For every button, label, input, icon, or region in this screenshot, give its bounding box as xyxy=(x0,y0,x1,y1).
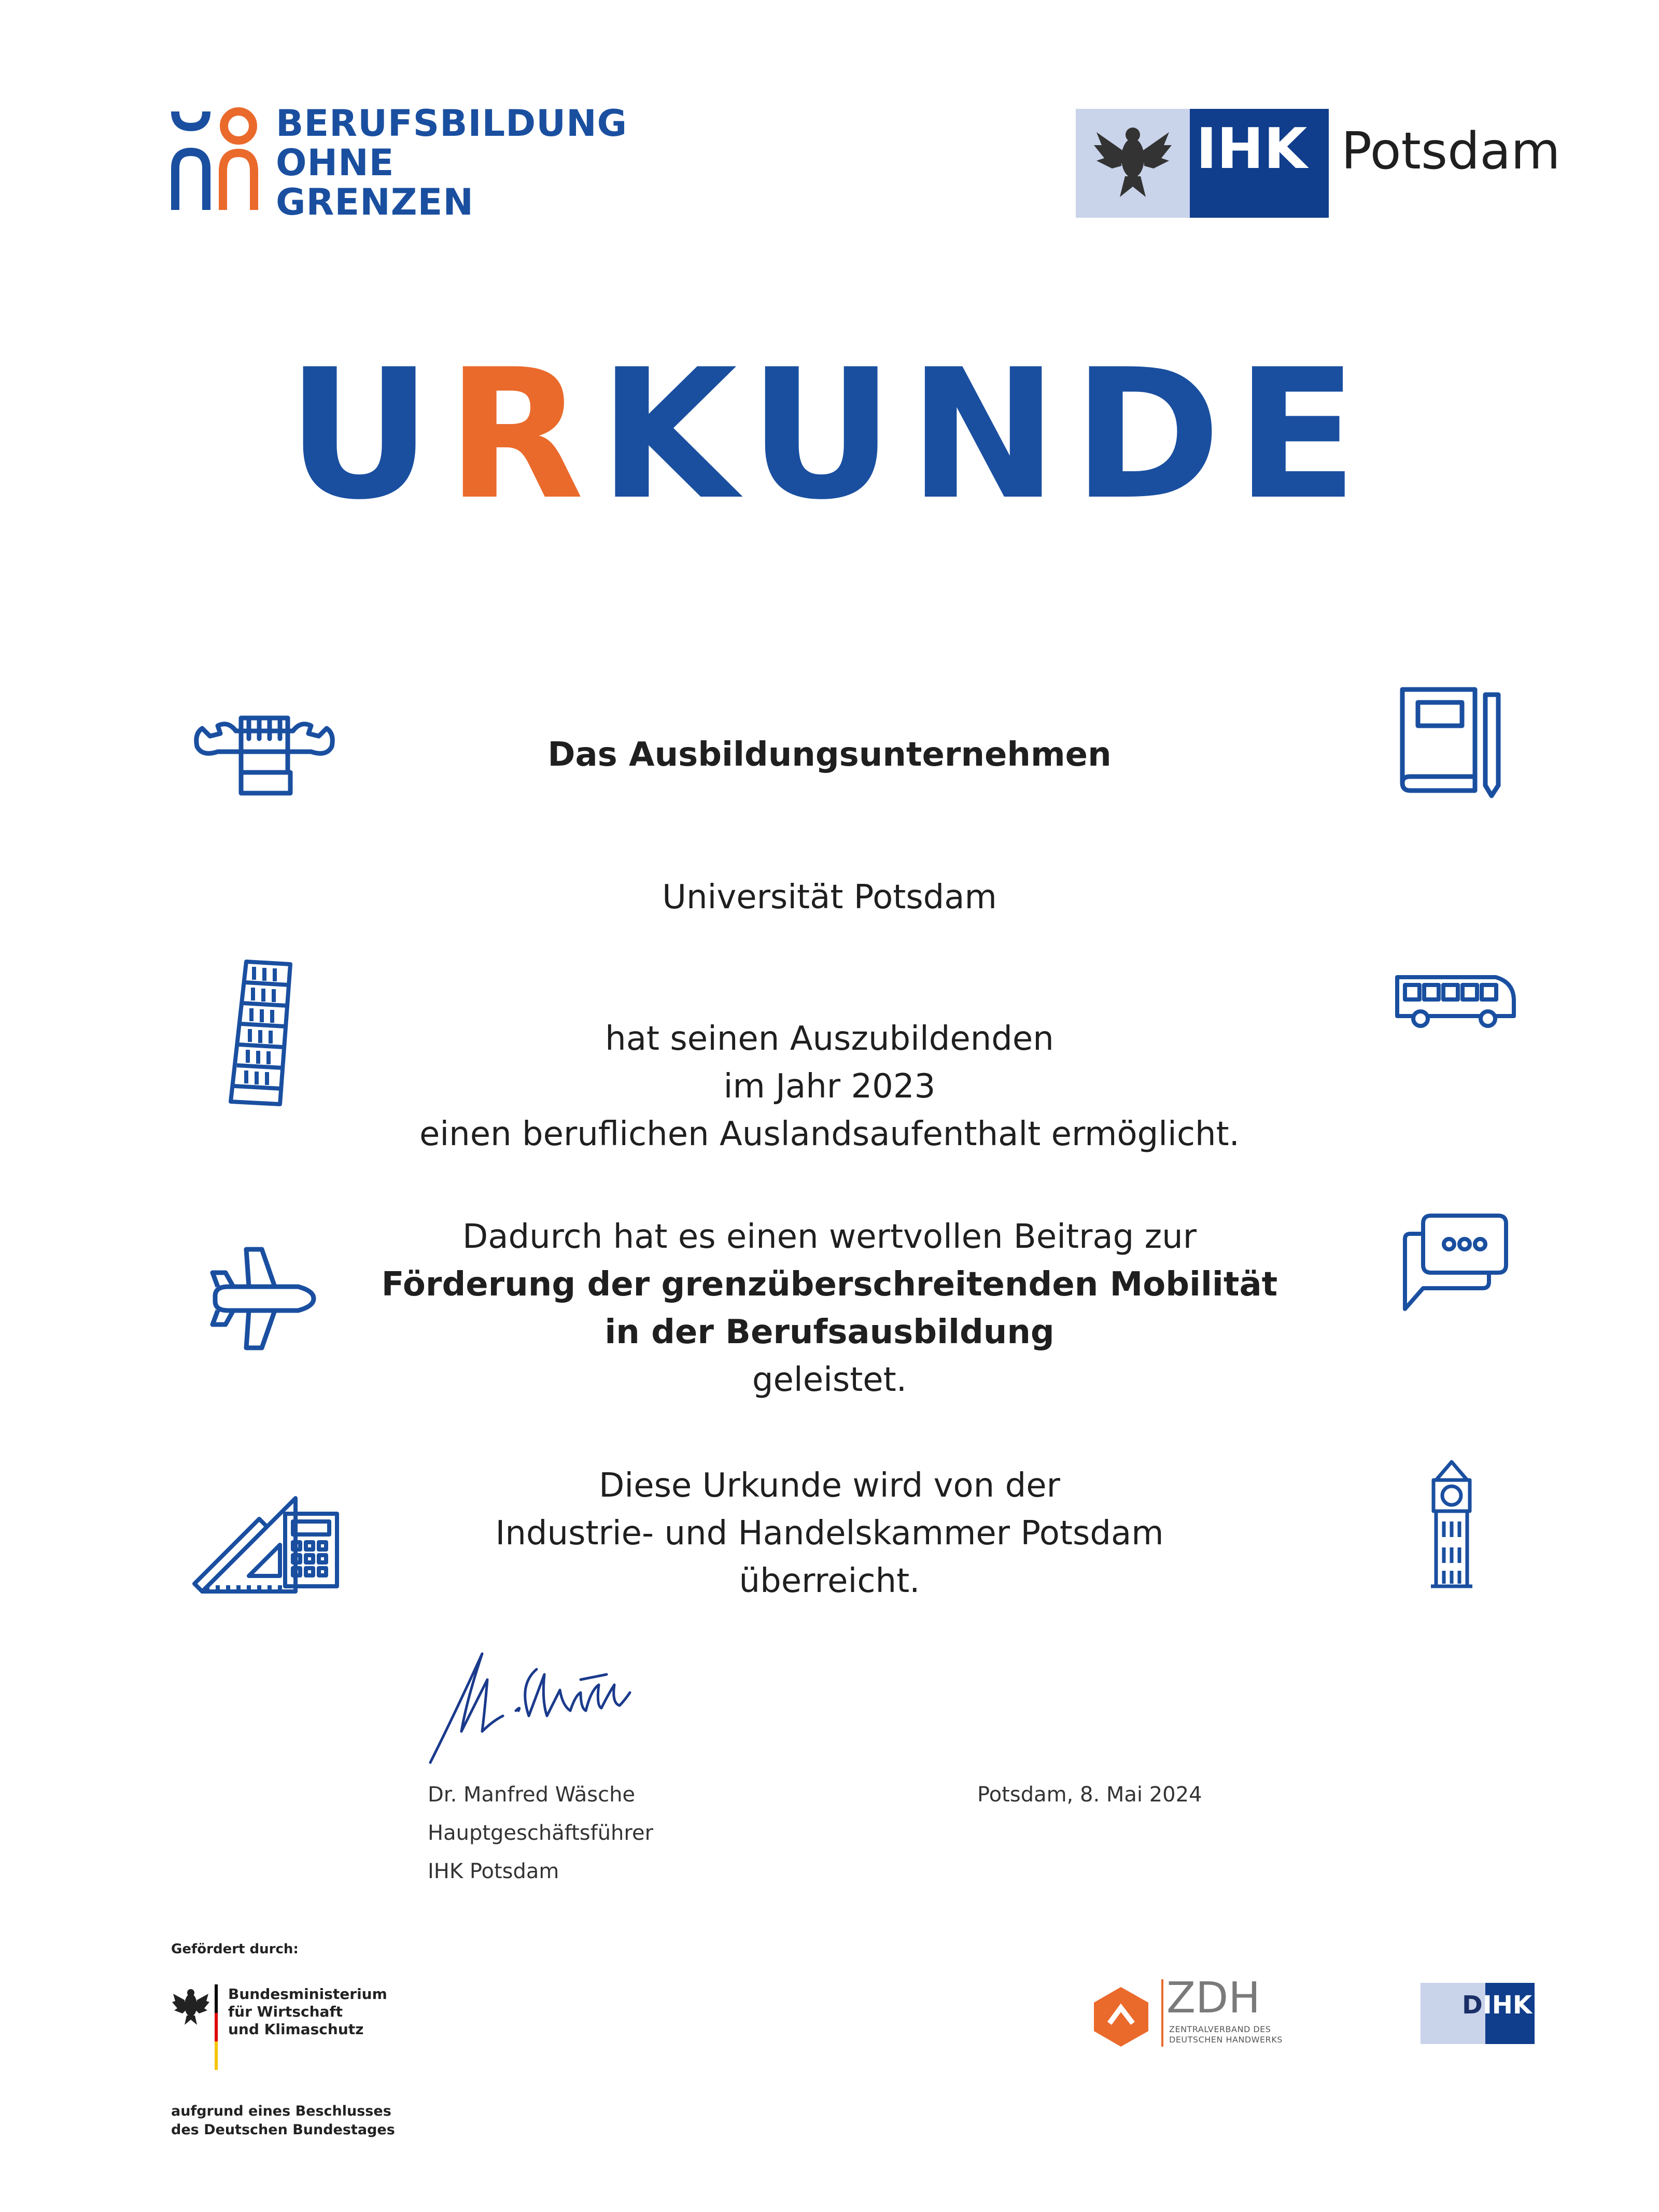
title-prefix: U xyxy=(286,331,447,539)
paragraph-1-line-2: im Jahr 2023 xyxy=(723,1067,936,1106)
signatory-name: Dr. Manfred Wäsche xyxy=(428,1783,636,1807)
paragraph-1-line-1: hat seinen Auszubildenden xyxy=(605,1020,1054,1058)
company-label: Das Ausbildungsunternehmen xyxy=(547,736,1112,774)
paragraph-2-line-1: Dadurch hat es einen wertvollen Beitrag zur xyxy=(462,1218,1197,1256)
paragraph-1 xyxy=(311,1015,1348,1158)
zdh-subtitle-line-1: ZENTRALVERBAND DES xyxy=(1169,2024,1271,2034)
title-accent: R xyxy=(446,331,599,539)
zdh-subtitle-line-2: DEUTSCHEN HANDWERKS xyxy=(1169,2035,1283,2045)
paragraph-3-line-3: überreicht. xyxy=(739,1562,920,1600)
dihk-logo-text xyxy=(1462,1990,1532,2021)
signatory-org: IHK Potsdam xyxy=(428,1859,559,1883)
berufsbildung-logo-mark xyxy=(171,106,264,218)
clock-tower-icon xyxy=(1426,1459,1478,1591)
paragraph-3-line-2: Industrie- und Handelskammer Potsdam xyxy=(495,1514,1164,1553)
ihk-logo xyxy=(1076,109,1560,220)
airplane-icon xyxy=(207,1244,316,1353)
ihk-brand: IHK xyxy=(1196,117,1307,181)
paragraph-3-line-1: Diese Urkunde wird von der xyxy=(599,1467,1060,1505)
bundestag-note xyxy=(171,2102,395,2139)
zdh-divider xyxy=(1161,1979,1163,2047)
bundestag-note-line-1: aufgrund eines Beschlusses xyxy=(171,2103,391,2119)
signatory-role: Hauptgeschäftsführer xyxy=(428,1821,654,1845)
logo-line-2: OHNE xyxy=(276,142,395,184)
berufsbildung-logo-text xyxy=(276,104,627,222)
leaning-tower-icon xyxy=(223,956,301,1109)
dihk-rest: IHK xyxy=(1482,1991,1533,2020)
zdh-logo-icon xyxy=(1089,1984,1154,2049)
ruler-calculator-icon xyxy=(187,1488,342,1597)
bundestag-note-line-2: des Deutschen Bundestages xyxy=(171,2122,395,2138)
ministry-line-2: für Wirtschaft xyxy=(228,2003,343,2020)
bus-icon xyxy=(1392,969,1519,1032)
paragraph-2-bold-1: Förderung der grenzüberschreitenden Mobilität xyxy=(381,1265,1278,1304)
notebook-pencil-icon xyxy=(1395,684,1503,798)
dihk-first-letter: D xyxy=(1462,1991,1483,2020)
signatory xyxy=(428,1776,653,1891)
paragraph-2-end: geleistet. xyxy=(752,1361,907,1399)
handwritten-signature xyxy=(425,1643,632,1768)
ministry-line-3: und Klimaschutz xyxy=(228,2021,364,2038)
ministry-line-1: Bundesministerium xyxy=(228,1985,387,2003)
federal-eagle-icon xyxy=(171,1984,228,2073)
place-date: Potsdam, 8. Mai 2024 xyxy=(977,1783,1202,1807)
logo-line-3: GRENZEN xyxy=(276,181,474,223)
company-name: Universität Potsdam xyxy=(662,878,997,917)
title-suffix: KUNDE xyxy=(598,331,1373,539)
paragraph-2-bold-2: in der Berufsausbildung xyxy=(604,1313,1055,1351)
zdh-word: ZDH xyxy=(1166,1974,1260,2023)
paragraph-3 xyxy=(311,1462,1348,1605)
wrench-fist-icon xyxy=(192,710,337,798)
chat-bubbles-icon xyxy=(1400,1210,1511,1314)
logo-line-1: BERUFSBILDUNG xyxy=(276,102,628,145)
paragraph-1-line-3: einen beruflichen Auslandsaufenthalt ermöglicht. xyxy=(419,1115,1240,1153)
ihk-city: Potsdam xyxy=(1341,122,1560,181)
paragraph-2 xyxy=(311,1213,1348,1404)
page-title xyxy=(0,331,1659,539)
ministry-name xyxy=(228,1985,387,2038)
funded-by-label: Gefördert durch: xyxy=(171,1941,299,1957)
zdh-subtitle xyxy=(1169,2024,1283,2045)
eagle-emblem-icon xyxy=(1076,109,1190,218)
